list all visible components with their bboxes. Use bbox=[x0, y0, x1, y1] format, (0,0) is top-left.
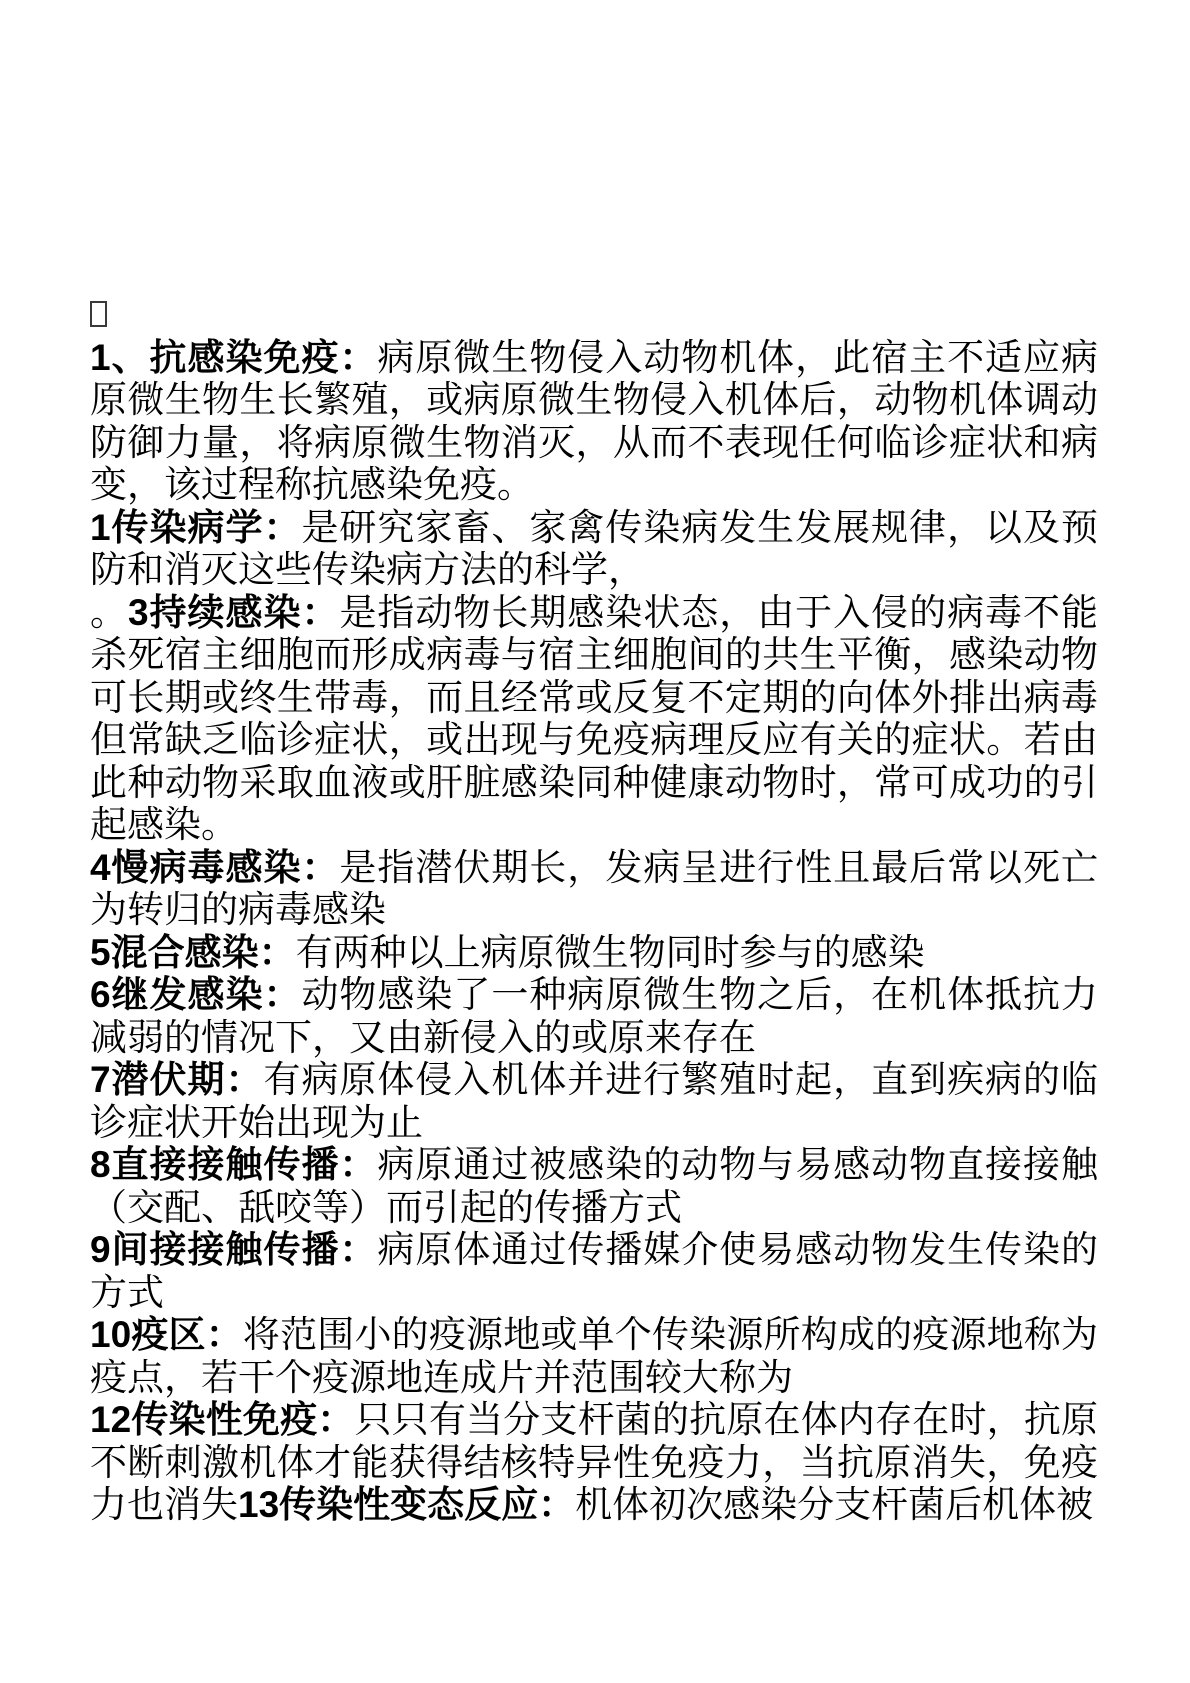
definition-text: 机体初次感染分支杆菌后机体被 bbox=[575, 1484, 1094, 1525]
definition-text: 是指潜伏期长，发病呈进行性且最后常以死亡为转归的病毒感染 bbox=[90, 846, 1098, 930]
term-label: 8直接接触传播： bbox=[90, 1144, 378, 1185]
definition-text: 是研究家畜、家禽传染病发生发展规律，以及预防和消灭这些传染病方法的科学， bbox=[90, 506, 1099, 590]
definition-paragraph bbox=[90, 592, 1098, 847]
term-label: 6继发感染： bbox=[90, 974, 302, 1015]
definition-text: 病原微生物侵入动物机体，此宿主不适应病原微生物生长繁殖，或病原微生物侵入机体后，动物机体调动防御力量，将病原微生物消灭，从而不表现任何临诊症状和病变，该过程称抗感染免疫。 bbox=[90, 336, 1099, 505]
definition-paragraph bbox=[90, 1059, 1098, 1144]
term-label: 5混合感染： bbox=[90, 931, 296, 973]
definition-text: 动物感染了一种病原微生物之后，在机体抵抗力减弱的情况下，又由新侵入的或原来存在 bbox=[90, 974, 1099, 1058]
definition-paragraph bbox=[90, 1399, 1098, 1527]
term-label: 3持续感染： bbox=[127, 591, 340, 633]
term-label: 1、抗感染免疫： bbox=[90, 336, 378, 378]
definition-text: 病原体通过传播媒介使易感动物发生传染的方式 bbox=[90, 1229, 1099, 1313]
leading-punctuation: 。 bbox=[90, 591, 128, 633]
definition-paragraph bbox=[90, 974, 1098, 1059]
term-label: 1传染病学： bbox=[90, 506, 302, 548]
missing-glyph-line bbox=[90, 294, 1098, 337]
missing-glyph-box bbox=[90, 301, 107, 327]
definition-paragraph bbox=[90, 932, 1098, 975]
term-label: 9间接接触传播： bbox=[90, 1229, 378, 1270]
term-label: 4慢病毒感染： bbox=[90, 846, 340, 888]
term-label: 7潜伏期： bbox=[90, 1059, 264, 1100]
definition-paragraph bbox=[90, 507, 1098, 592]
definition-paragraph bbox=[90, 1314, 1098, 1399]
definition-paragraph bbox=[90, 1229, 1098, 1314]
definition-text: 病原通过被感染的动物与易感动物直接接触（交配、舐咬等）而引起的传播方式 bbox=[90, 1144, 1099, 1228]
definition-paragraph bbox=[90, 337, 1098, 507]
term-label: 13传染性变态反应： bbox=[238, 1484, 576, 1525]
term-label: 10疫区： bbox=[90, 1314, 243, 1355]
definition-text: 将范围小的疫源地或单个传染源所构成的疫源地称为疫点，若干个疫源地连成片并范围较大称为 bbox=[90, 1314, 1099, 1398]
definition-paragraph bbox=[90, 1144, 1098, 1229]
definition-text: 只只有当分支杆菌的抗原在体内存在时，抗原不断刺激机体才能获得结核特异性免疫力，当抗原消失，免疫力也消失 bbox=[90, 1399, 1099, 1525]
document-body bbox=[90, 294, 1098, 1527]
term-label: 12传染性免疫： bbox=[90, 1399, 355, 1440]
definition-text: 有病原体侵入机体并进行繁殖时起，直到疾病的临诊症状开始出现为止 bbox=[90, 1059, 1099, 1143]
definition-text: 有两种以上病原微生物同时参与的感染 bbox=[295, 931, 925, 973]
definition-text: 是指动物长期感染状态，由于入侵的病毒不能杀死宿主细胞而形成病毒与宿主细胞间的共生平衡，感染动物可长期或终生带毒，而且经常或反复不定期的向体外排出病毒但常缺乏临诊症状，或出现与免疫病理反应有关的症状。若由此种动物采取血液或肝脏感染同种健康动物时，常可成功的引起感染。 bbox=[90, 591, 1099, 845]
definition-paragraph bbox=[90, 847, 1098, 932]
